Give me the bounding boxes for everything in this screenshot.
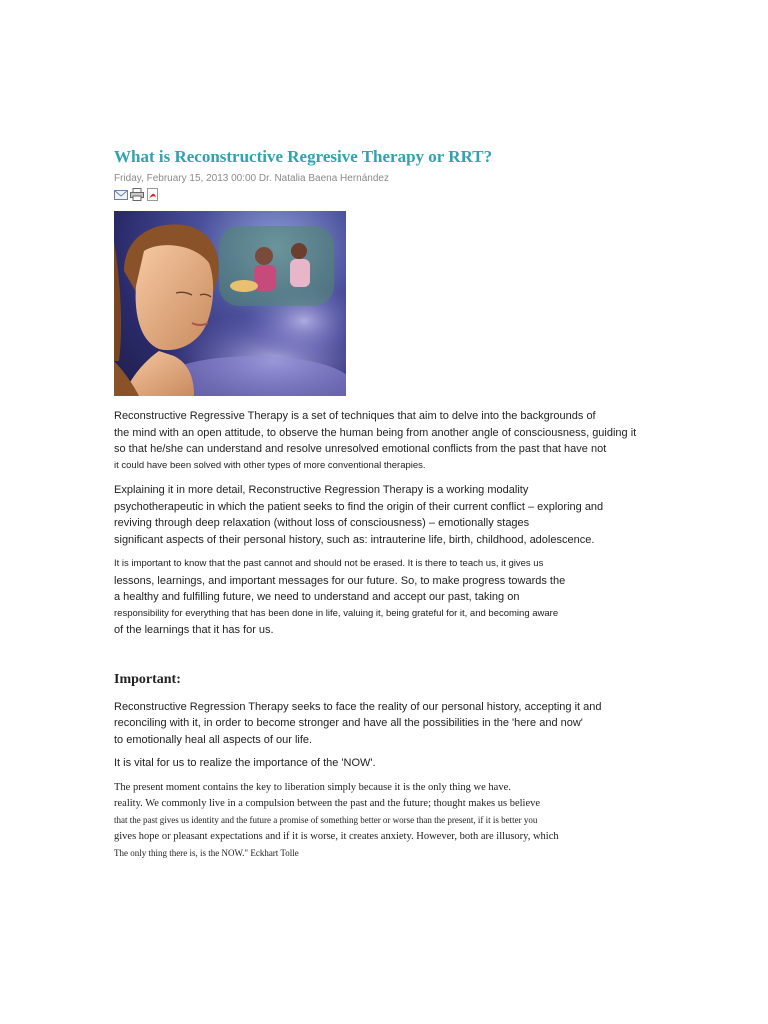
article [114,146,654,862]
quote-line: The present moment contains the key to liberation simply because it is the only thing we have. [114,781,511,793]
paragraph-3-line: of the learnings that it has for us. [114,624,274,636]
paragraph-1 [114,408,654,474]
section-heading: Important: [114,671,181,687]
paragraph-4-line: reconciling with it, in order to become stronger and have all the possibilities in the 'here and now' [114,717,583,729]
quote-line: that the past gives us identity and the future a promise of something better or worse than the present, if it is better you [114,815,538,826]
paragraph-3-line: a healthy and fulfilling future, we need to understand and accept our past, taking on [114,591,520,603]
paragraph-4-line: Reconstructive Regression Therapy seeks to face the reality of our personal history, accepting it and [114,700,602,713]
quote-line: gives hope or pleasant expectations and if it is worse, it creates anxiety. However, both are illusory, which [114,830,559,842]
article-title[interactable]: What is Reconstructive Regresive Therapy or RRT? [114,147,493,166]
paragraph-3-line: lessons, learnings, and important messages for our future. So, to make progress towards the [114,574,566,587]
paragraph-1-line: Reconstructive Regressive Therapy is a set of techniques that aim to delve into the backgrounds of [114,410,596,422]
paragraph-1-line: it could have been solved with other types of more conventional therapies. [114,459,426,471]
paragraph-1-line: the mind with an open attitude, to observe the human being from another angle of consciousness, guiding it [114,426,637,439]
paragraph-3-line: responsibility for everything that has been done in life, valuing it, being grateful for it, and becoming aware [114,607,559,619]
email-icon[interactable] [114,188,128,201]
paragraph-4 [114,699,654,749]
paragraph-2-line: significant aspects of their personal history, such as: intrauterine life, birth, childhood, adolescence. [114,533,595,546]
article-photo [114,211,346,396]
paragraph-4-line: to emotionally heal all aspects of our life. [114,733,313,746]
paragraph-2-line: psychotherapeutic in which the patient seeks to find the origin of their current conflict – exploring and [114,500,604,513]
quote-block [114,780,654,862]
paragraph-5: It is vital for us to realize the importance of the 'NOW'. [114,757,376,769]
paragraph-2-line: Explaining it in more detail, Reconstructive Regression Therapy is a working modality [114,484,529,496]
article-meta: Friday, February 15, 2013 00:00 Dr. Natalia Baena Hernández [114,173,389,184]
paragraph-2-line: reviving through deep relaxation (without loss of consciousness) – emotionally stages [114,517,530,529]
paragraph-1-line: so that he/she can understand and resolve unresolved emotional conflicts from the past that have not [114,443,607,455]
paragraph-2 [114,482,654,548]
quote-line: The only thing there is, is the NOW." Eckhart Tolle [114,848,299,859]
print-icon[interactable] [130,188,144,201]
paragraph-3-line: It is important to know that the past cannot and should not be erased. It is there to teach us, it gives us [114,558,544,569]
quote-line: reality. We commonly live in a compulsion between the past and the future; thought makes us believe [114,797,541,809]
paragraph-3 [114,556,654,639]
pdf-icon[interactable] [146,188,160,201]
article-tools [114,187,654,201]
